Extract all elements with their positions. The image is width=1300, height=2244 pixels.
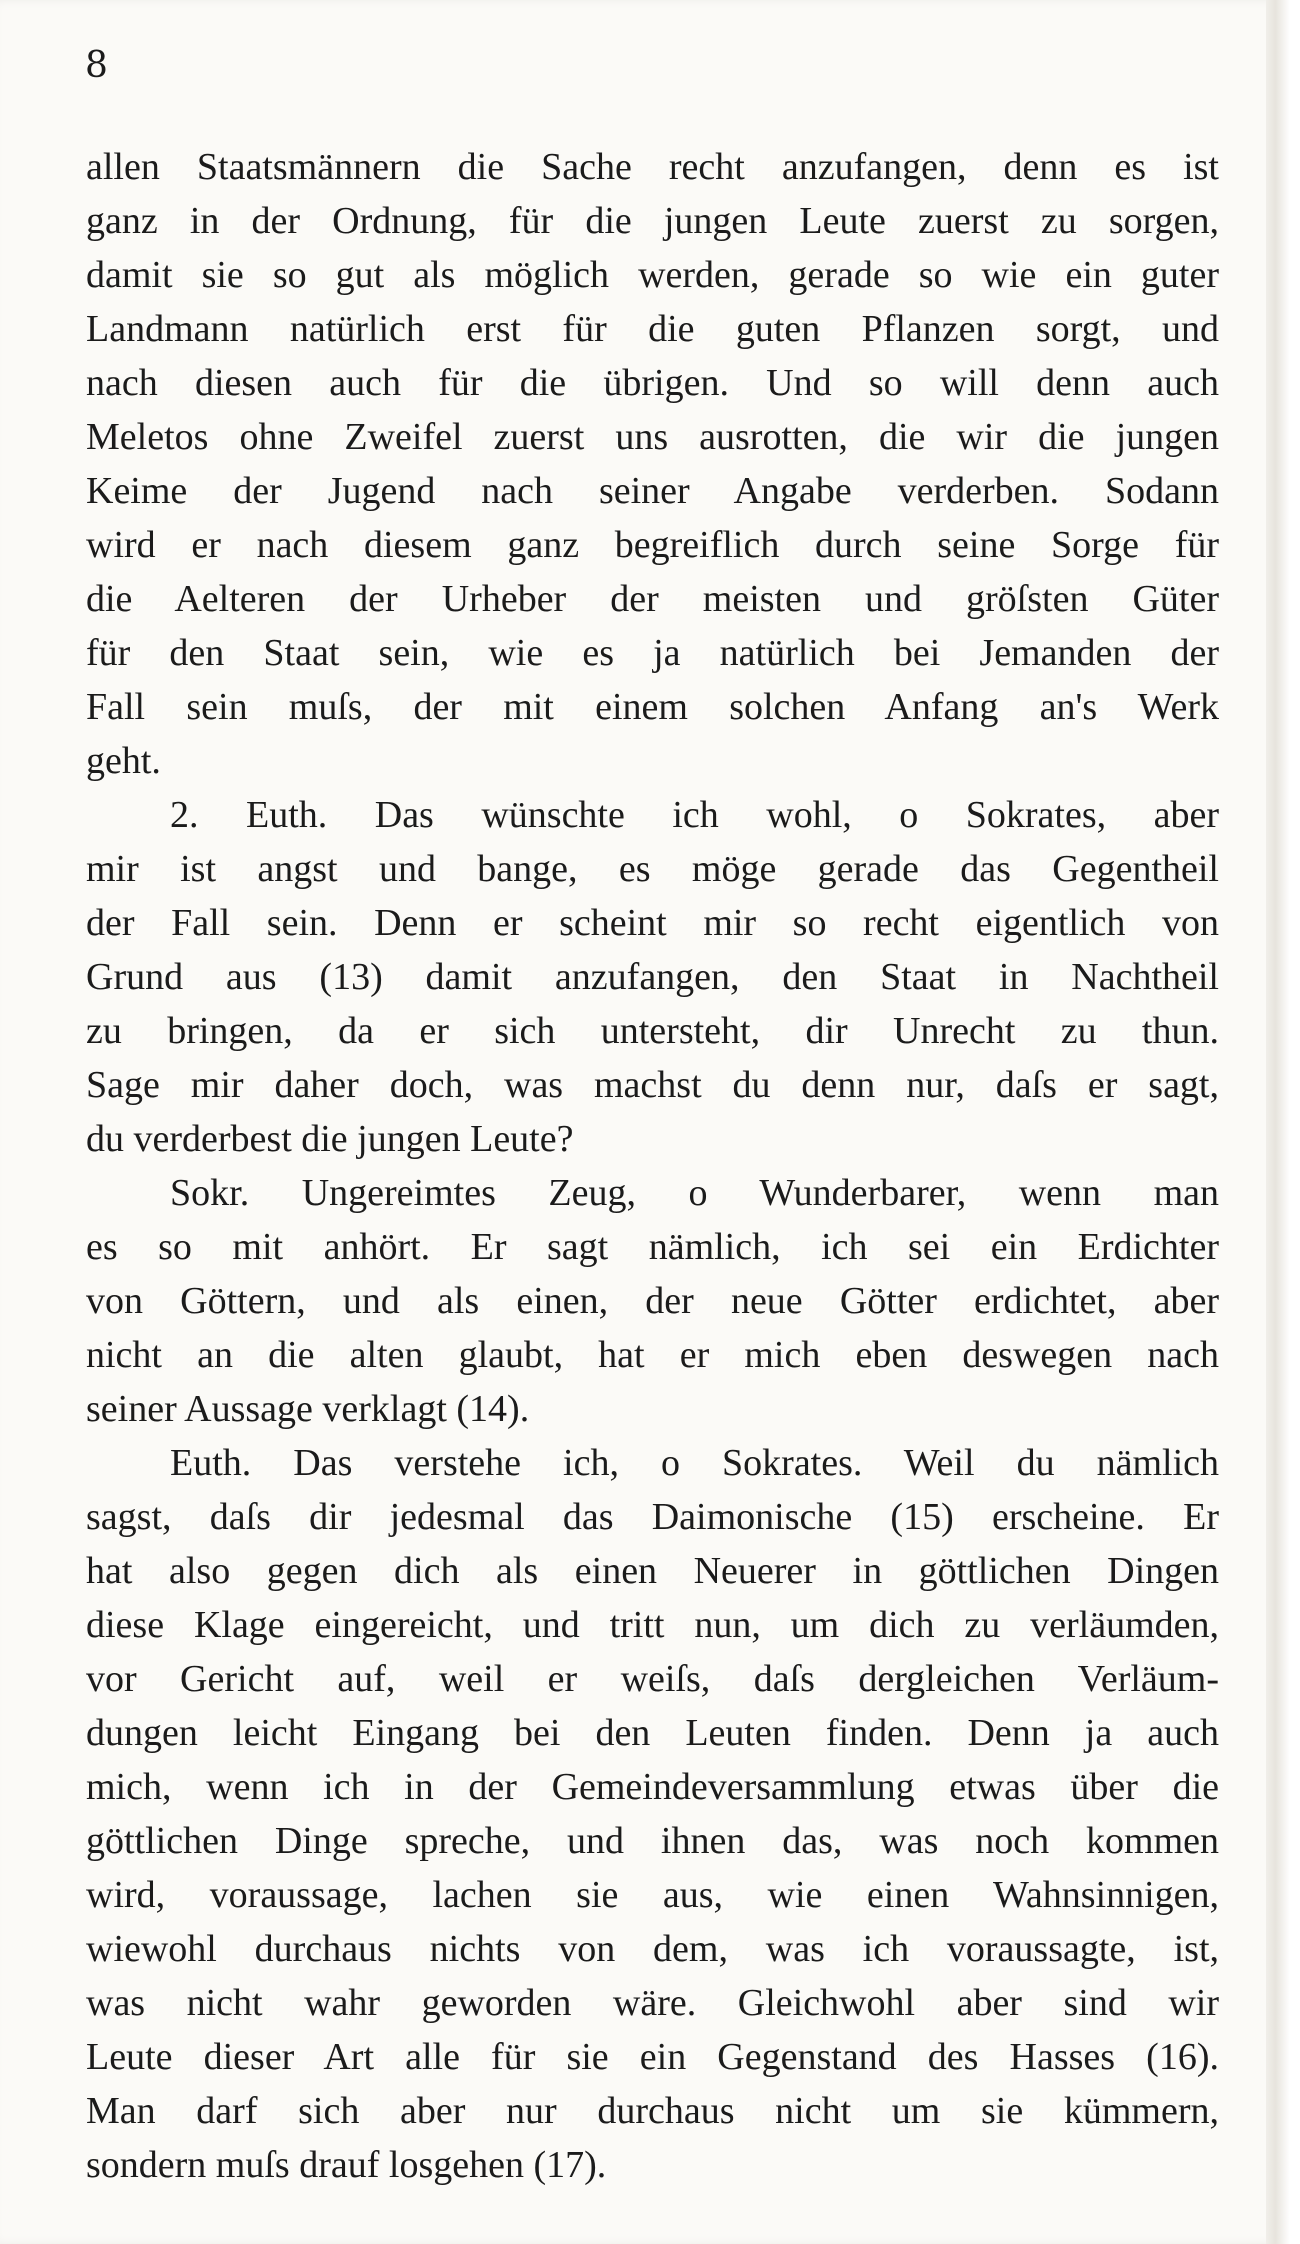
text-line: nicht an die alten glaubt, hat er mich eben deswegen nach: [86, 1334, 1219, 1376]
text-line: Sokr. Ungereimtes Zeug, o Wunderbarer, wenn man: [170, 1172, 1219, 1214]
text-line: sondern muſs drauf losgehen (17).: [86, 2144, 607, 2186]
text-line: Keime der Jugend nach seiner Angabe verderben. Sodann: [86, 470, 1219, 512]
text-line: Euth. Das verstehe ich, o Sokrates. Weil du nämlich: [170, 1442, 1219, 1484]
text-line: Leute dieser Art alle für sie ein Gegenstand des Hasses (16).: [86, 2036, 1219, 2078]
text-line: mich, wenn ich in der Gemeindeversammlung etwas über die: [86, 1766, 1219, 1808]
text-line: was nicht wahr geworden wäre. Gleichwohl aber sind wir: [86, 1982, 1219, 2024]
text-line: Grund aus (13) damit anzufangen, den Staat in Nachtheil: [86, 956, 1219, 998]
text-line: Landmann natürlich erst für die guten Pflanzen sorgt, und: [86, 308, 1219, 350]
body-text: [86, 140, 1219, 2192]
text-line: Sage mir daher doch, was machst du denn nur, daſs er sagt,: [86, 1064, 1219, 1106]
text-line: du verderbest die jungen Leute?: [86, 1118, 574, 1160]
page-number: 8: [85, 45, 108, 86]
text-line: wird er nach diesem ganz begreiflich durch seine Sorge für: [86, 524, 1219, 566]
text-line: seiner Aussage verklagt (14).: [86, 1388, 530, 1430]
text-line: die Aelteren der Urheber der meisten und gröſsten Güter: [86, 578, 1219, 620]
text-line: zu bringen, da er sich untersteht, dir Unrecht zu thun.: [86, 1010, 1219, 1052]
text-line: von Göttern, und als einen, der neue Götter erdichtet, aber: [86, 1280, 1219, 1322]
text-line: wiewohl durchaus nichts von dem, was ich voraussagte, ist,: [86, 1928, 1219, 1970]
text-line: für den Staat sein, wie es ja natürlich bei Jemanden der: [86, 632, 1219, 674]
text-line: der Fall sein. Denn er scheint mir so recht eigentlich von: [86, 902, 1219, 944]
text-line: geht.: [86, 740, 161, 782]
text-line: es so mit anhört. Er sagt nämlich, ich sei ein Erdichter: [86, 1226, 1219, 1268]
text-line: Meletos ohne Zweifel zuerst uns ausrotten, die wir die jungen: [86, 416, 1219, 458]
text-line: Man darf sich aber nur durchaus nicht um sie kümmern,: [86, 2090, 1219, 2132]
text-line: Fall sein muſs, der mit einem solchen Anfang an's Werk: [86, 686, 1219, 728]
text-line: göttlichen Dinge spreche, und ihnen das, was noch kommen: [86, 1820, 1219, 1862]
text-line: mir ist angst und bange, es möge gerade das Gegentheil: [86, 848, 1219, 890]
text-line: allen Staatsmännern die Sache recht anzufangen, denn es ist: [86, 146, 1219, 188]
text-line: damit sie so gut als möglich werden, gerade so wie ein guter: [86, 254, 1219, 296]
text-line: ganz in der Ordnung, für die jungen Leute zuerst zu sorgen,: [86, 200, 1219, 242]
text-line: 2. Euth. Das wünschte ich wohl, o Sokrates, aber: [170, 794, 1219, 836]
text-line: diese Klage eingereicht, und tritt nun, um dich zu verläumden,: [86, 1604, 1219, 1646]
text-line: sagst, daſs dir jedesmal das Daimonische (15) erscheine. Er: [86, 1496, 1219, 1538]
text-line: hat also gegen dich als einen Neuerer in göttlichen Dingen: [86, 1550, 1219, 1592]
text-line: vor Gericht auf, weil er weiſs, daſs dergleichen Verläum-: [86, 1658, 1219, 1700]
text-line: wird, voraussage, lachen sie aus, wie einen Wahnsinnigen,: [86, 1874, 1219, 1916]
text-line: dungen leicht Eingang bei den Leuten finden. Denn ja auch: [86, 1712, 1219, 1754]
text-line: nach diesen auch für die übrigen. Und so will denn auch: [86, 362, 1219, 404]
page-edge: [1266, 0, 1290, 2244]
